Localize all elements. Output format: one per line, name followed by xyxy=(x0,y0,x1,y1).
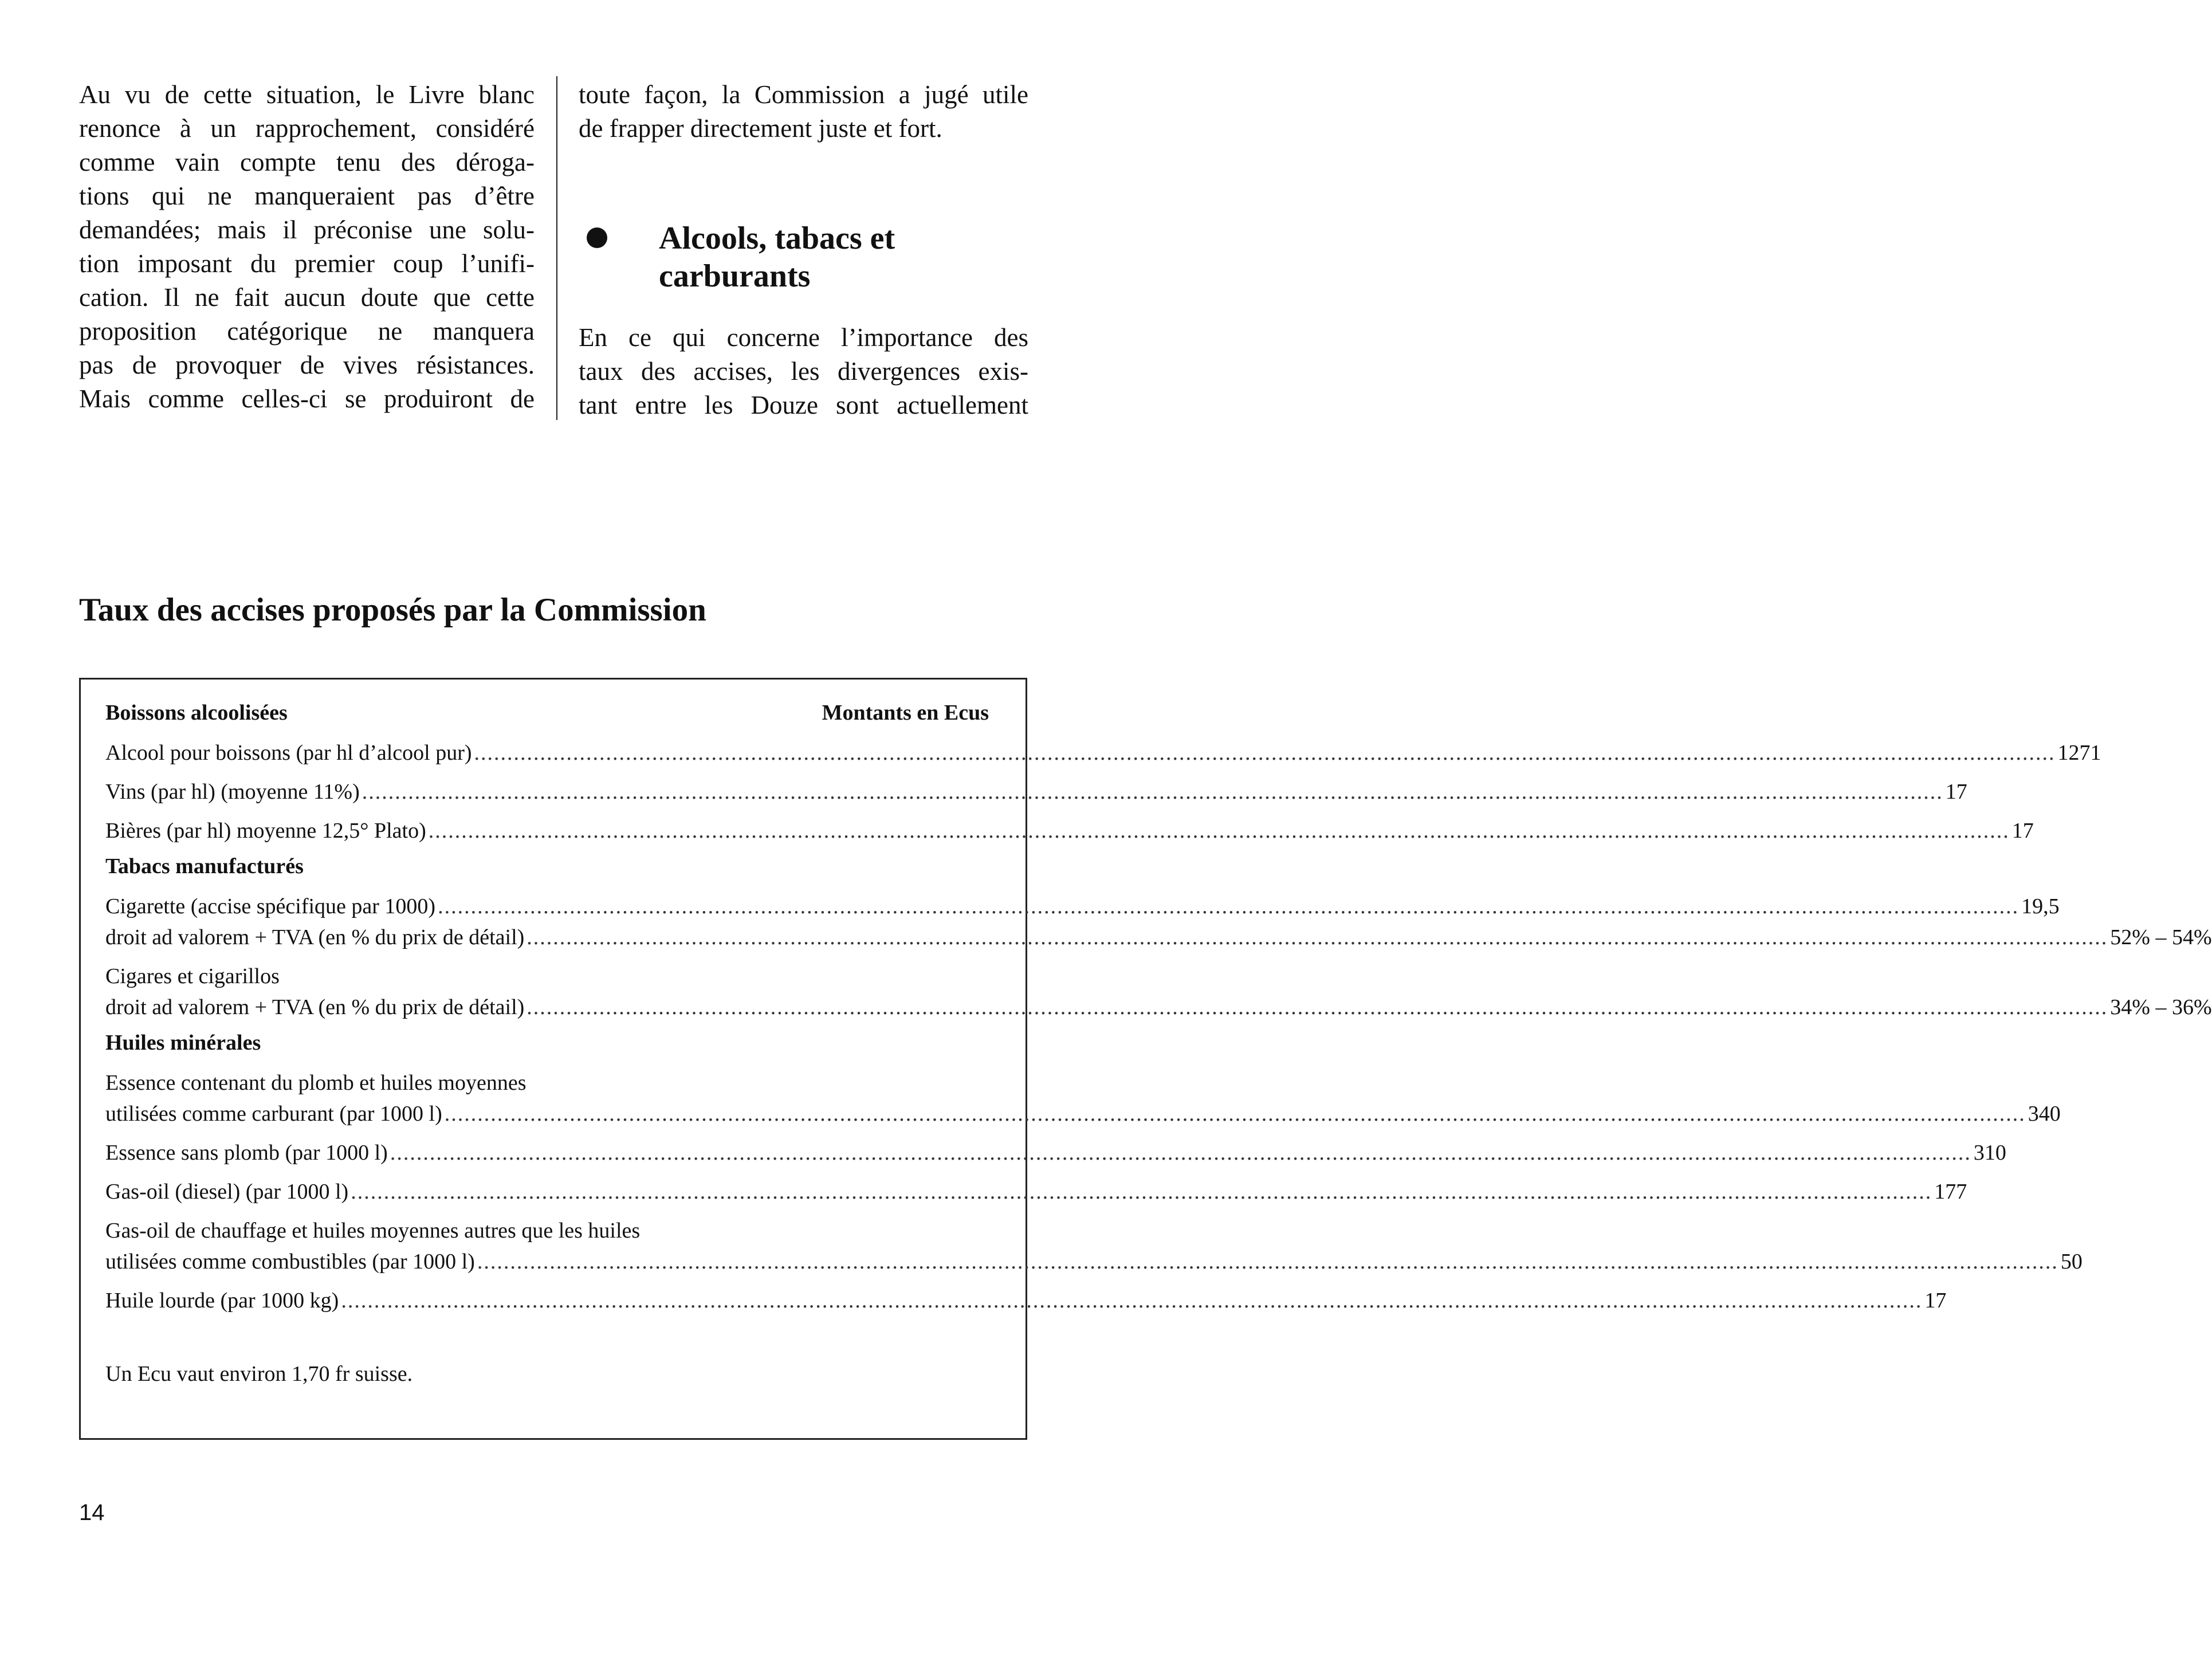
rate-value: 52% – 54% xyxy=(2110,925,2212,949)
rate-row xyxy=(105,891,2060,922)
rates-table-body xyxy=(105,698,2212,1316)
rate-row xyxy=(105,1246,2083,1277)
rate-row xyxy=(105,815,2034,846)
right-text-column-section xyxy=(579,321,1028,422)
rate-row xyxy=(105,1098,2061,1129)
right-text-column-intro xyxy=(579,78,1028,146)
rate-value: 340 xyxy=(2028,1102,2061,1126)
rate-row xyxy=(105,1285,1947,1316)
dot-leader: ................................................................................................................................................................................................................................................ xyxy=(527,995,2108,1019)
rate-value: 19,5 xyxy=(2021,894,2060,918)
bullet-icon xyxy=(587,227,607,248)
text-line: pas de provoquer de vives résistances. xyxy=(79,351,535,379)
rate-label: Alcool pour boissons (par hl d’alcool pur) xyxy=(105,741,472,765)
rate-label: Cigarette (accise spécifique par 1000) xyxy=(105,894,436,918)
rate-value: 17 xyxy=(2011,819,2034,843)
text-line: de frapper directement juste et fort. xyxy=(579,114,942,143)
section-heading xyxy=(579,219,1028,300)
rate-label-prefix: Essence contenant du plomb et huiles moyennes xyxy=(105,1071,527,1095)
left-text-column xyxy=(79,78,535,416)
rate-label: Bières (par hl) moyenne 12,5° Plato) xyxy=(105,819,426,843)
rate-label: Huile lourde (par 1000 kg) xyxy=(105,1289,339,1313)
rate-label: droit ad valorem + TVA (en % du prix de détail) xyxy=(105,925,525,949)
rate-label: Vins (par hl) (moyenne 11%) xyxy=(105,780,360,804)
dot-leader: ................................................................................................................................................................................................................................................ xyxy=(341,1289,1923,1313)
text-line: Au vu de cette situation, le Livre blanc xyxy=(79,80,535,109)
category-title: Boissons alcoolisées xyxy=(105,701,288,725)
table-heading: Taux des accises proposés par la Commission xyxy=(79,592,706,628)
page-number: 14 xyxy=(79,1500,105,1525)
rate-label: Essence sans plomb (par 1000 l) xyxy=(105,1141,388,1165)
dot-leader: ................................................................................................................................................................................................................................................ xyxy=(474,741,2056,765)
column-divider xyxy=(556,76,557,420)
rate-value: 50 xyxy=(2060,1250,2083,1274)
rate-value: 17 xyxy=(1924,1289,1947,1313)
text-line: cation. Il ne fait aucun doute que cette xyxy=(79,283,535,312)
text-line: toute façon, la Commission a jugé utile xyxy=(579,80,1028,109)
amount-column-header: Montants en Ecus xyxy=(822,701,989,725)
rate-row xyxy=(105,1176,1967,1207)
category-title: Huiles minérales xyxy=(105,1031,261,1055)
dot-leader: ................................................................................................................................................................................................................................................ xyxy=(390,1141,1971,1165)
dot-leader: ................................................................................................................................................................................................................................................ xyxy=(438,894,2020,918)
rate-label: utilisées comme carburant (par 1000 l) xyxy=(105,1102,442,1126)
dot-leader: ................................................................................................................................................................................................................................................ xyxy=(477,1250,2058,1274)
rate-row xyxy=(105,1137,2006,1168)
excise-rates-table xyxy=(79,678,2212,1440)
rate-row xyxy=(105,922,2212,953)
rate-label-prefix: Gas-oil de chauffage et huiles moyennes autres que les huiles xyxy=(105,1219,641,1243)
rate-label: droit ad valorem + TVA (en % du prix de détail) xyxy=(105,995,525,1019)
rate-value: 177 xyxy=(1934,1180,1967,1204)
dot-leader: ................................................................................................................................................................................................................................................ xyxy=(351,1180,1932,1204)
text-line: comme vain compte tenu des déroga- xyxy=(79,148,535,176)
text-line: En ce qui concerne l’importance des xyxy=(579,323,1028,352)
text-line: demandées; mais il préconise une solu- xyxy=(79,215,535,244)
text-line: proposition catégorique ne manquera xyxy=(79,317,535,345)
rate-row xyxy=(105,992,2212,1023)
text-line: renonce à un rapprochement, considéré xyxy=(79,114,535,143)
rate-label: utilisées comme combustibles (par 1000 l) xyxy=(105,1250,475,1274)
rate-value: 34% – 36% xyxy=(2110,995,2212,1019)
rate-row xyxy=(105,776,1967,807)
rate-label: Gas-oil (diesel) (par 1000 l) xyxy=(105,1180,349,1204)
text-line: tions qui ne manqueraient pas d’être xyxy=(79,182,535,210)
dot-leader: ................................................................................................................................................................................................................................................ xyxy=(428,819,2010,843)
text-line: Mais comme celles-ci se produiront de xyxy=(79,384,535,413)
rate-value: 1271 xyxy=(2057,741,2101,765)
text-line: taux des accises, les divergences exis- xyxy=(579,357,1028,386)
dot-leader: ................................................................................................................................................................................................................................................ xyxy=(444,1102,2026,1126)
section-title: Alcools, tabacs et carburants xyxy=(659,221,895,294)
currency-note: Un Ecu vaut environ 1,70 fr suisse. xyxy=(105,1362,413,1386)
dot-leader: ................................................................................................................................................................................................................................................ xyxy=(527,925,2108,949)
rates-table-header xyxy=(105,698,989,727)
dot-leader: ................................................................................................................................................................................................................................................ xyxy=(362,780,1943,804)
rate-value: 17 xyxy=(1945,780,1967,804)
rate-label-prefix: Cigares et cigarillos xyxy=(105,964,280,988)
category-title: Tabacs manufacturés xyxy=(105,854,304,878)
rate-value: 310 xyxy=(1973,1141,2006,1165)
text-line: tant entre les Douze sont actuellement xyxy=(579,391,1028,419)
text-line: tion imposant du premier coup l’unifi- xyxy=(79,249,535,278)
rate-row xyxy=(105,737,2101,768)
